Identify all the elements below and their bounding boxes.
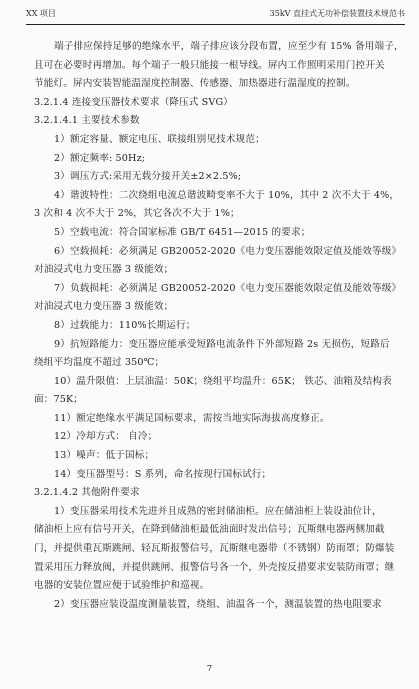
text-line: 门，并提供重瓦斯跳闸、轻瓦斯报警信号，瓦斯继电器带（不锈钢）防雨罩；防爆装 <box>34 543 395 555</box>
text-line: 5）空载电流：符合国家标准 GB/T 6451—2015 的要求； <box>54 226 311 238</box>
text-line: 端子排应保持足够的绝缘水平，端子排应该分段布置，应至少有 15% 备用端子， <box>54 41 404 52</box>
page-header <box>26 8 405 20</box>
text-line: 4）谐波特性：二次绕组电流总谐波畸变率不大于 10%，其中 2 次不大于 4%， <box>54 189 400 201</box>
text-line: 3）调压方式:采用无载分接开关±2×2.5%; <box>54 171 242 183</box>
text-line: 储油柜上应有信号开关，在降到储油柜最低油面时发出信号；瓦斯继电器两侧加截 <box>34 524 385 536</box>
text-line: 10）温升限值：上层油温：50K；绕组平均温升：65K； 铁芯、油箱及结构表 <box>54 375 392 387</box>
text-line: 3 次和 4 次不大于 2%，其它各次不大于 1%； <box>34 208 240 220</box>
text-line: 3.2.1.4.1 主要技术参数 <box>34 115 140 127</box>
text-line: 6）空载损耗：必须满足 GB20052-2020《电力变压器能效限定值及能效等级》 <box>54 245 402 257</box>
text-line: 绕组平均温度不超过 350℃； <box>34 357 165 369</box>
header-document-title: 35kV 直挂式无功补偿装置技术规范书 <box>269 9 405 18</box>
text-line: 1）额定容量、额定电压、联接组别见技术规范； <box>54 133 265 145</box>
text-line: 8）过载能力：110%长期运行； <box>54 319 196 331</box>
text-line: 3.2.1.4 连接变压器技术要求（降压式 SVG） <box>34 96 234 108</box>
text-line: 对油浸式电力变压器 3 级能效； <box>34 264 174 276</box>
text-line: 9）抗短路能力：变压器应能承受短路电流条件下外部短路 2s 无损伤，短路后 <box>54 338 390 350</box>
text-line: 12）冷却方式： 自冷； <box>54 431 158 443</box>
text-line: 节能灯。屏内安装智能温湿度控制器、传感器、加热器进行温湿度的控制。 <box>34 78 356 90</box>
text-line: 面：75K； <box>34 394 84 406</box>
text-line: 对油浸式电力变压器 3 级能效； <box>34 301 174 313</box>
text-line: 2）变压器应装设温度测量装置，绕组、油温各一个，测温装置的热电阻要求 <box>54 598 382 610</box>
header-rule <box>26 24 405 25</box>
text-line: 2）额定频率: 50Hz; <box>54 152 146 164</box>
document-body <box>34 38 403 614</box>
text-line: 置采用压力释放阀，并提供跳闸、报警信号各一个，外壳按反措要求安装防雨罩；继 <box>34 561 395 573</box>
text-line: 1）变压器采用技术先进并且成熟的密封储油柜。应在储油柜上装设油位计， <box>54 505 382 517</box>
text-line: 14）变压器型号：S 系列，命名按现行国标试行； <box>54 468 272 480</box>
text-line: 且可在必要时再增加。每个端子一般只能接一根导线。屏内工作照明采用门控开关 <box>34 59 385 71</box>
text-line: 3.2.1.4.2 其他附件要求 <box>34 487 140 499</box>
text-line: 13）噪声：低于国标； <box>54 450 155 462</box>
text-line: 电器的安装位置应便于试验维护和巡视。 <box>34 580 210 592</box>
page-number: 7 <box>206 664 213 674</box>
text-line: 11）额定绝缘水平满足国标要求，需按当地实际海拔高度修正。 <box>54 412 330 424</box>
text-line: 7）负载损耗：必须满足 GB20052-2020《电力变压器能效限定值及能效等级》 <box>54 282 402 294</box>
header-project-name: XX 项目 <box>26 9 56 18</box>
